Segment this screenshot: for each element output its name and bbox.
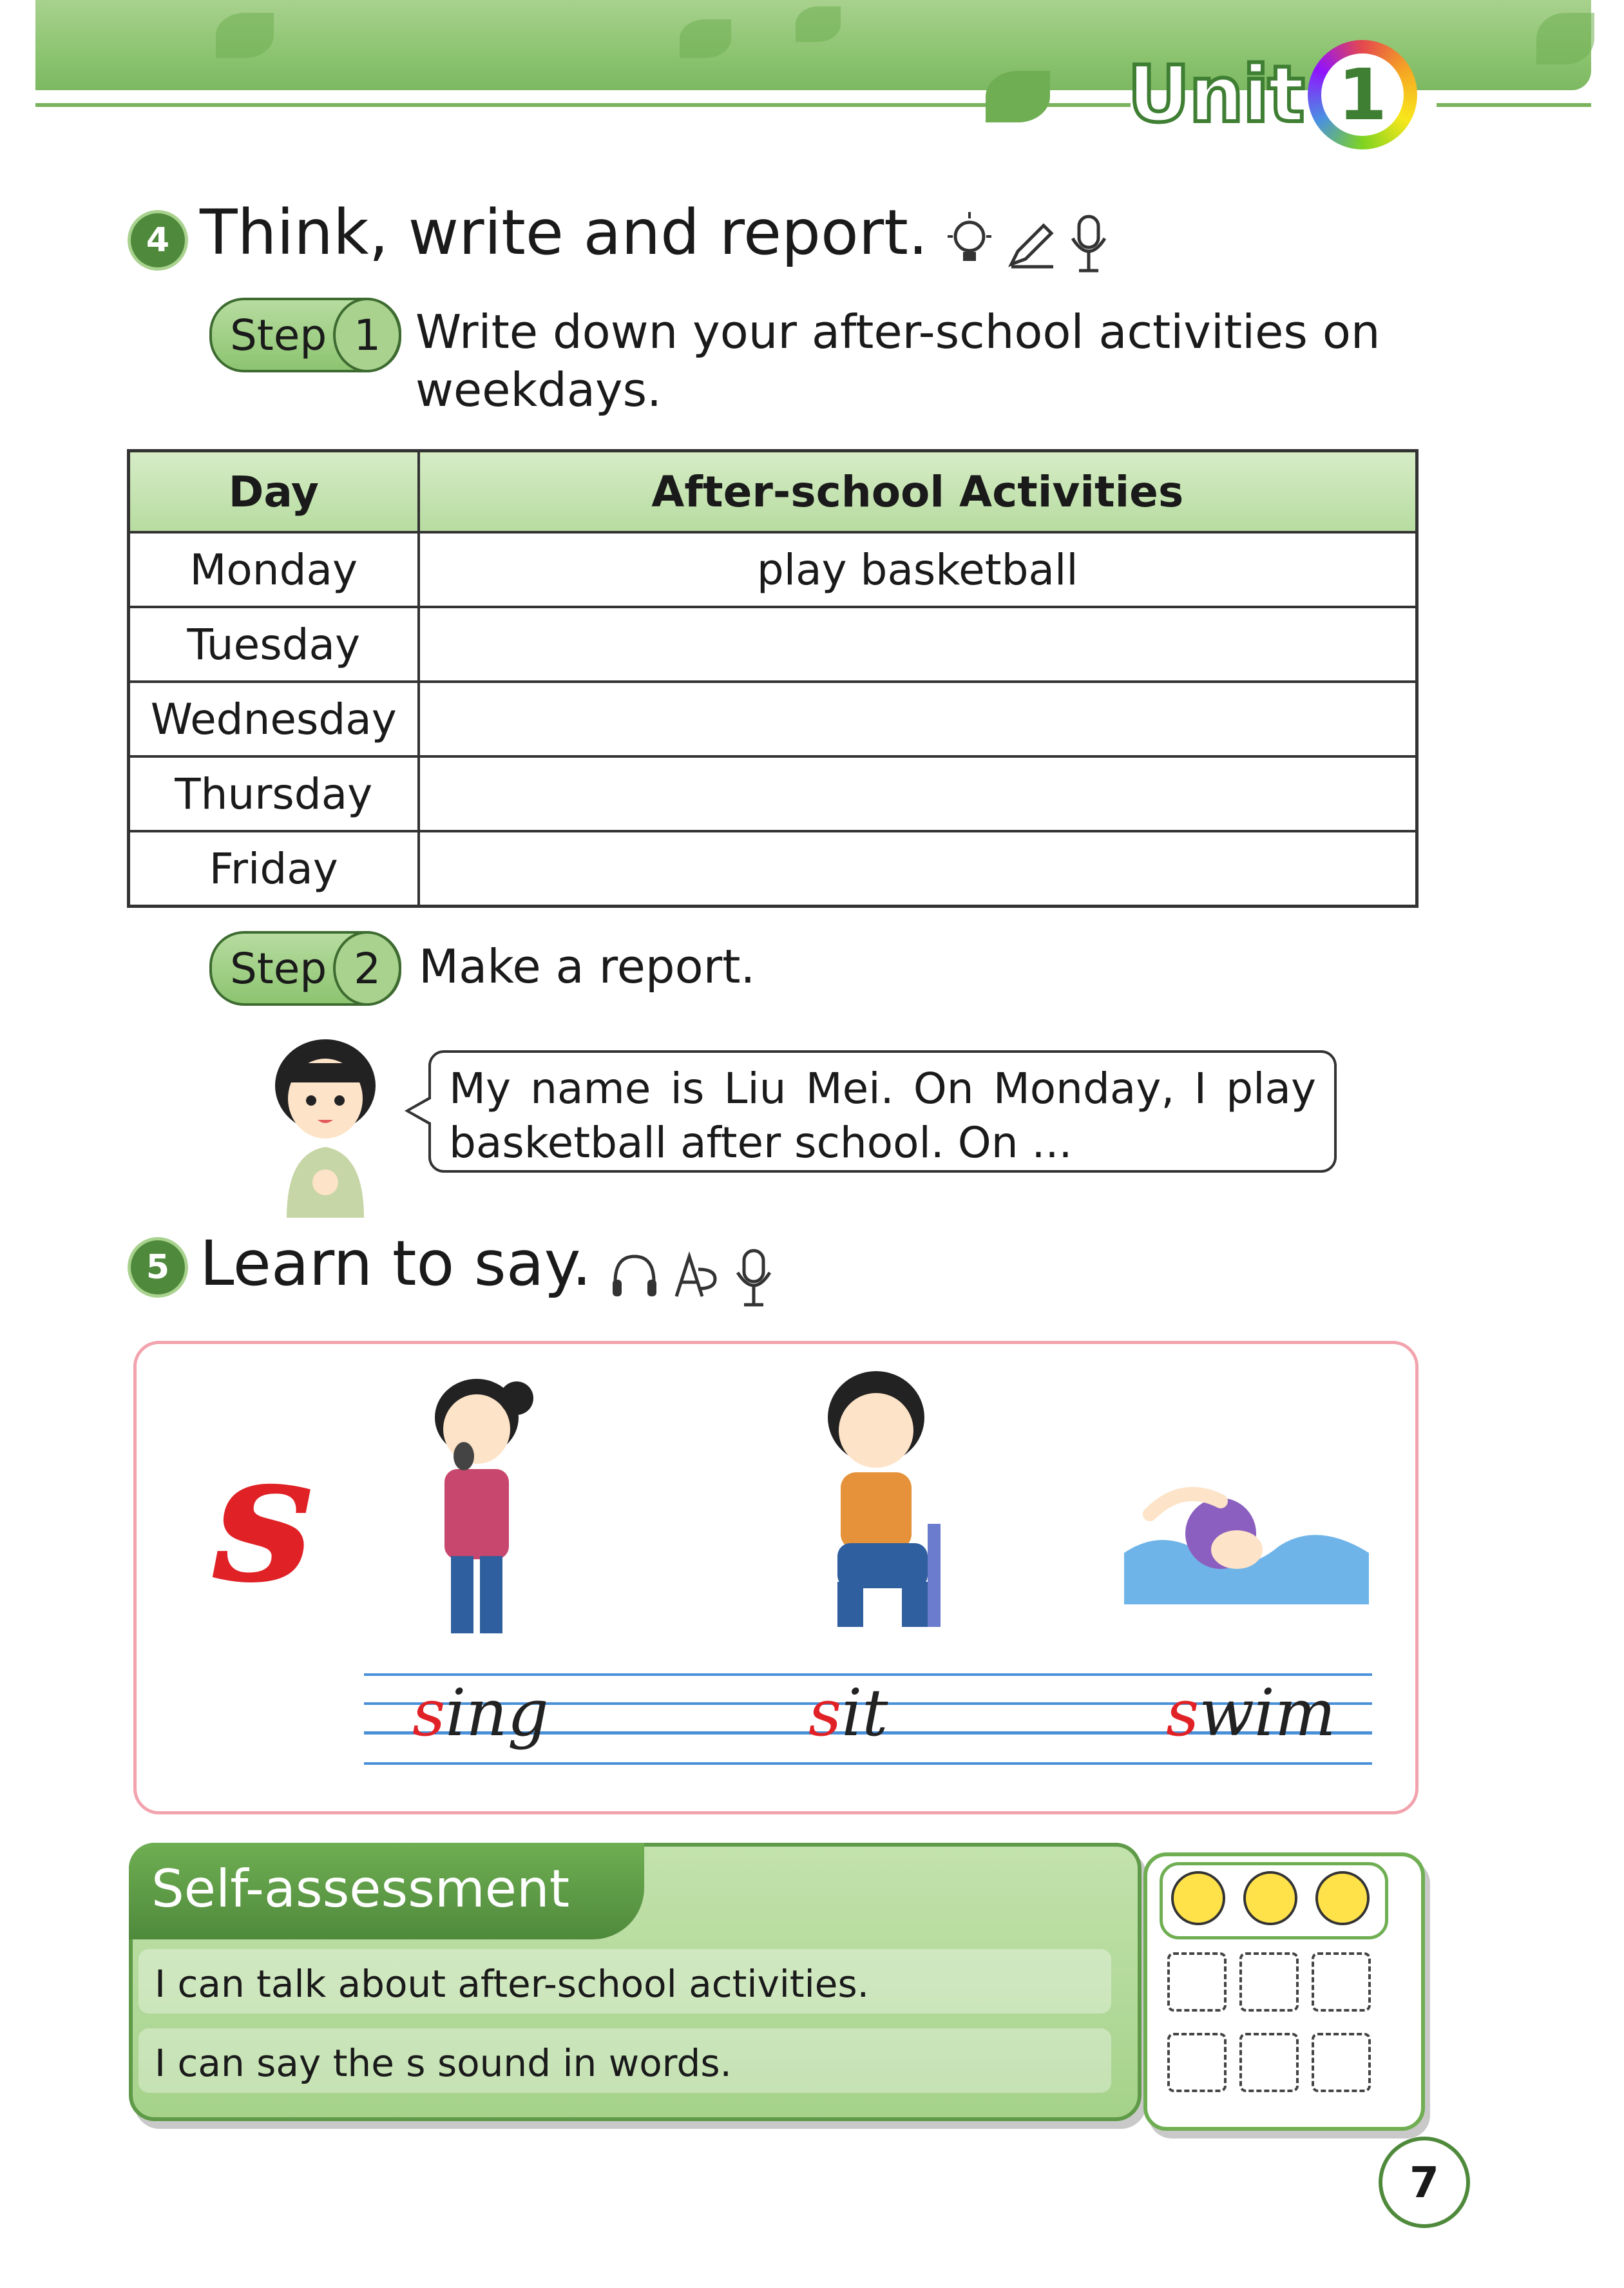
speech-bubble: My name is Liu Mei. On Monday, I play basketball after school. On ... (428, 1050, 1337, 1173)
word-first-letter: s (808, 1675, 842, 1751)
section-number: 5 (128, 1237, 188, 1298)
table-cell-activity[interactable] (419, 831, 1417, 907)
microphone-icon (1066, 213, 1111, 277)
self-assessment-title: Self-assessment (151, 1859, 570, 1919)
word-swim (1166, 1675, 1336, 1751)
self-assessment-item: I can say the s sound in words. (155, 2041, 732, 2085)
table-header-activities: After-school Activities (419, 451, 1417, 533)
table-row (129, 532, 1417, 607)
rating-checkbox[interactable] (1312, 2033, 1371, 2092)
table-cell-activity[interactable]: play basketball (419, 532, 1417, 607)
header-rule (35, 103, 1131, 107)
rating-checkbox[interactable] (1312, 1952, 1371, 2012)
word-first-letter: s (1166, 1675, 1199, 1751)
target-letter: s (213, 1411, 314, 1623)
table-cell-activity[interactable] (419, 682, 1417, 756)
word-sit (808, 1675, 888, 1751)
headphones-icon (609, 1250, 660, 1302)
letters-icon (670, 1250, 721, 1302)
word-rest: ing (445, 1675, 549, 1751)
rating-checkbox[interactable] (1167, 2033, 1227, 2092)
step-number: 1 (333, 298, 401, 372)
unit-number-badge (1308, 40, 1417, 149)
table-cell-day: Tuesday (129, 607, 419, 682)
section-title: Learn to say. (200, 1227, 592, 1300)
table-cell-day: Thursday (129, 756, 419, 831)
step-label: Step (230, 943, 327, 994)
step-2-instruction: Make a report. (419, 939, 756, 994)
table-row (129, 607, 1417, 682)
table-cell-day: Wednesday (129, 682, 419, 756)
table-row (129, 831, 1417, 907)
rating-checkbox[interactable] (1239, 2033, 1299, 2092)
word-rest: wim (1199, 1675, 1336, 1751)
rating-checkbox[interactable] (1167, 1952, 1227, 2012)
speech-bubble-tail-inner (410, 1098, 433, 1124)
table-header-day: Day (129, 451, 419, 533)
lightbulb-icon (944, 209, 995, 274)
step-1-instruction: Write down your after-school activities on weekdays. (416, 305, 1380, 417)
table-cell-activity[interactable] (419, 607, 1417, 682)
activities-table (127, 449, 1419, 908)
pencil-icon (1005, 219, 1056, 271)
table-row (129, 682, 1417, 756)
girl-singing-illustration (399, 1372, 554, 1643)
butterfly-decoration-icon (216, 13, 274, 58)
word-sing (412, 1675, 549, 1751)
word-rest: it (841, 1675, 888, 1751)
grin-face-icon (1315, 1871, 1370, 1925)
rating-checkbox[interactable] (1239, 1952, 1299, 2012)
writing-line (364, 1762, 1372, 1765)
butterfly-decoration-icon (1536, 13, 1594, 64)
girl-avatar (261, 1037, 390, 1224)
table-cell-day: Monday (129, 532, 419, 607)
microphone-icon (731, 1247, 776, 1311)
table-cell-day: Friday (129, 831, 419, 907)
table-header-row (129, 451, 1417, 533)
self-assessment-item: I can talk about after-school activities. (155, 1962, 870, 2006)
butterfly-decoration-icon (796, 6, 841, 42)
step-number: 2 (333, 931, 401, 1006)
page-number: 7 (1379, 2137, 1470, 2228)
step-2-pill (209, 931, 401, 1006)
unit-label: Unit (1127, 50, 1304, 140)
word-first-letter: s (412, 1675, 446, 1751)
section-title: Think, write and report. (200, 197, 928, 269)
neutral-face-icon (1171, 1871, 1225, 1925)
header-rule (1437, 103, 1591, 107)
table-row (129, 756, 1417, 831)
step-1-pill (209, 298, 401, 372)
section-number: 4 (128, 210, 188, 271)
butterfly-decoration-icon (680, 19, 731, 58)
girl-sitting-illustration (792, 1369, 960, 1640)
boy-swimming-illustration (1124, 1476, 1369, 1604)
step-label: Step (230, 310, 327, 360)
table-cell-activity[interactable] (419, 756, 1417, 831)
butterfly-icon (986, 71, 1050, 122)
unit-number: 1 (1321, 53, 1404, 136)
smile-face-icon (1243, 1871, 1297, 1925)
